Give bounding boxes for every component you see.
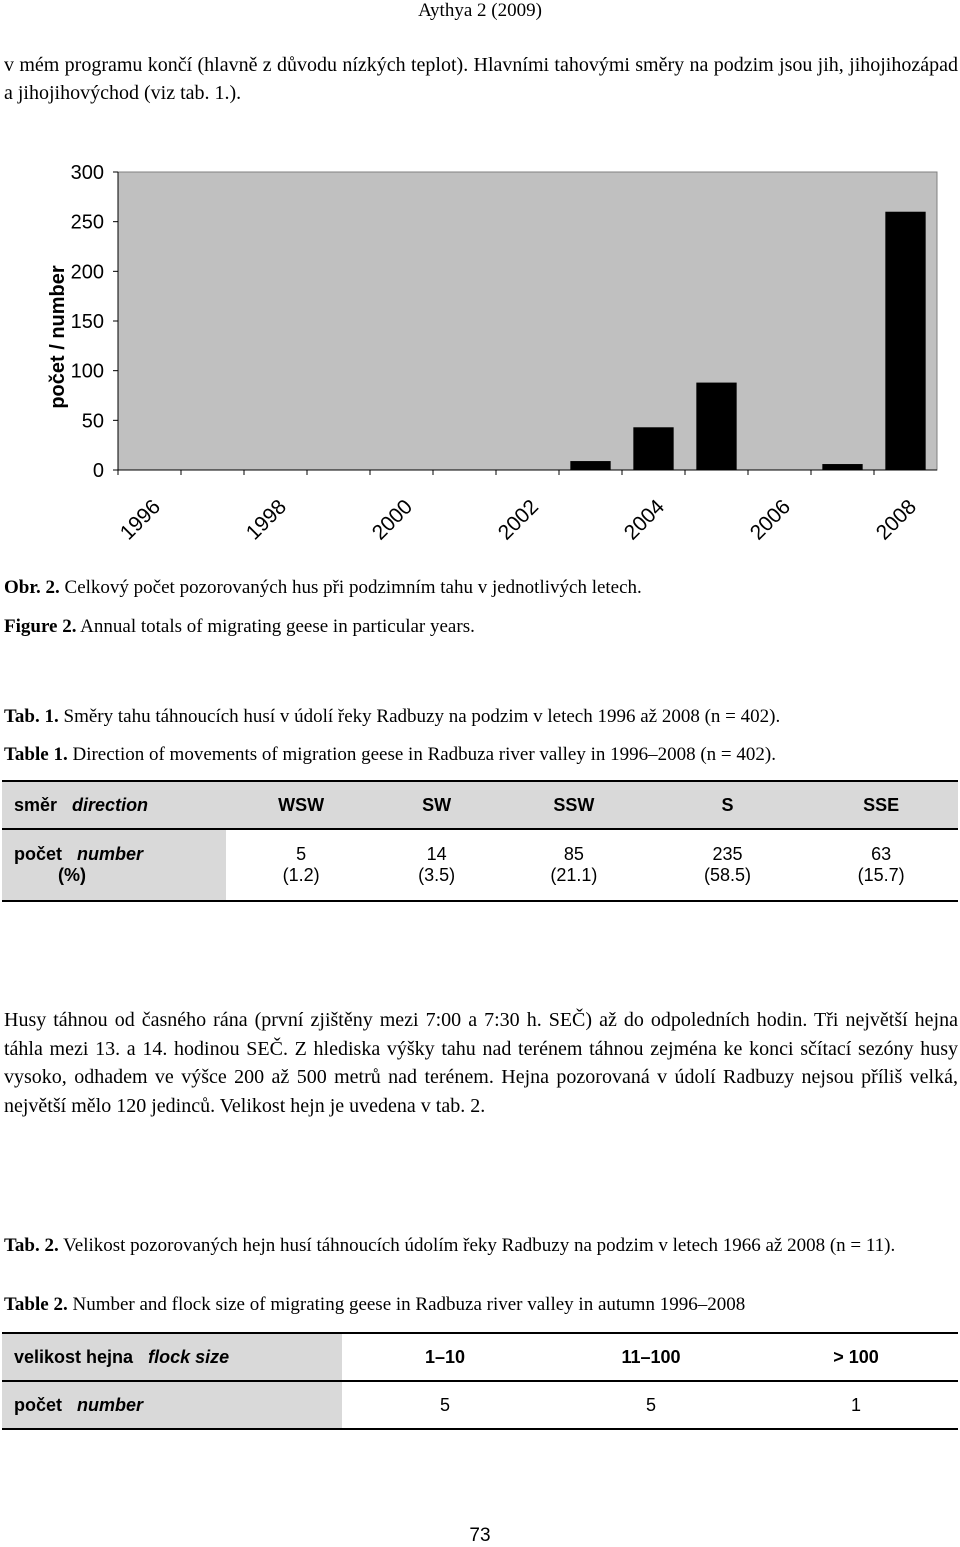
figure-caption-cz-label: Obr. 2. — [4, 577, 60, 598]
plot-area — [118, 172, 937, 470]
count-label-cell — [2, 829, 226, 901]
table1-caption-cz-label: Tab. 1. — [4, 706, 59, 727]
intro-paragraph: v mém programu končí (hlavně z důvodu nízkých teplot). Hlavními tahovými směry na podzim jsou jih, jihojihozápad a jihojihovýchod (viz tab. 1.). — [4, 54, 958, 104]
x-tick-label: 2004 — [619, 495, 670, 545]
bar-2004 — [633, 427, 673, 470]
y-tick-label: 50 — [81, 410, 104, 433]
bar-chart — [0, 150, 960, 570]
count-cell — [651, 829, 805, 901]
count-cell — [804, 829, 958, 901]
count-value: 5 — [296, 844, 307, 864]
table1-caption-cz — [4, 706, 780, 728]
figure-caption-cz-text: Celkový počet pozorovaných hus při podzimním tahu v jednotlivých letech. — [59, 577, 642, 598]
x-tick-label: 2008 — [871, 495, 922, 545]
y-tick-label: 200 — [70, 261, 104, 284]
table2-caption-cz — [4, 1232, 958, 1259]
direction-cell: SSW — [497, 781, 651, 829]
direction-label-cz: směr — [14, 794, 58, 815]
flock-count-cell: 1 — [850, 1394, 861, 1415]
table2-caption-cz-text: Velikost pozorovaných hejn husí táhnoucích údolím řeky Radbuzy na podzim v letech 1966 až 2008 (n = 11). — [58, 1235, 896, 1256]
flock-count-label-cell — [2, 1381, 342, 1429]
x-tick-label: 2006 — [745, 495, 796, 545]
count-label-pct: (%) — [58, 865, 86, 885]
figure-caption-en-label: Figure 2. — [4, 616, 77, 637]
percent-value: (15.7) — [857, 865, 905, 885]
percent-value: (21.1) — [550, 865, 598, 885]
count-value: 63 — [871, 844, 892, 864]
table2-caption-en — [4, 1294, 745, 1316]
table1-caption-cz-text: Směry tahu táhnoucích husí v údolí řeky Radbuzy na podzim v letech 1996 až 2008 (n = 402). — [58, 706, 781, 727]
count-value: 85 — [563, 844, 584, 864]
flock-count-cell: 5 — [645, 1394, 656, 1415]
page-number: 73 — [469, 1525, 491, 1546]
table1-caption-en-text: Direction of movements of migration geese in Radbuza river valley in 1996–2008 (n = 402). — [67, 744, 776, 765]
y-tick-label: 300 — [70, 162, 104, 184]
table2-caption-en-label: Table 2. — [4, 1294, 68, 1315]
count-label-cz: počet — [14, 844, 63, 864]
flock-size-table — [2, 1332, 958, 1430]
y-tick-label: 100 — [70, 360, 104, 383]
x-tick-label: 1998 — [241, 495, 292, 545]
count-value: 235 — [712, 844, 743, 864]
x-tick-label: 2000 — [367, 495, 418, 545]
flock-size-label-cell — [2, 1333, 342, 1381]
table-row — [2, 1381, 958, 1429]
count-value: 14 — [426, 844, 447, 864]
directions-table — [2, 780, 958, 902]
direction-cell: WSW — [226, 781, 376, 829]
direction-cell: SW — [376, 781, 497, 829]
body-paragraph: Husy táhnou od časného rána (první zjištěny mezi 7:00 a 7:30 h. SEČ) až do odpoledních hodin. Tři největší hejna táhla mezi 13. a 14. hodinou SEČ. Z hlediska výšky tahu nad terénem táhnou zejména ke konci sčítací sezóny husy vysoko, odhadem ve výšce 200 až 500 metrů nad terénem. Hejna pozorovaná v údolí Radbuzy nejsou příliš velká, největší mělo 120 jedinců. Velikost hejn je uvedena v tab. 2. — [4, 1009, 958, 1117]
table-row — [2, 1333, 958, 1381]
y-tick-label: 250 — [70, 211, 104, 234]
direction-label-en: direction — [72, 794, 149, 815]
direction-label-cell — [2, 781, 226, 829]
running-header: Aythya 2 (2009) — [418, 0, 542, 21]
count-cell — [376, 829, 497, 901]
direction-cell: S — [651, 781, 805, 829]
table-row — [2, 781, 958, 829]
y-axis-label: počet / number — [47, 265, 69, 409]
flock-count-cell: 5 — [439, 1394, 450, 1415]
table2-caption-en-text: Number and flock size of migrating geese in Radbuza river valley in autumn 1996–2008 — [67, 1294, 746, 1315]
count-label-en: number — [77, 844, 144, 864]
flock-count-label-cz: počet — [14, 1394, 63, 1415]
bar-2005 — [696, 383, 736, 470]
y-tick-label: 150 — [70, 311, 104, 333]
figure-caption-cz — [4, 577, 642, 599]
x-tick-label: 1996 — [115, 495, 166, 545]
flock-size-label-cz: velikost hejna — [14, 1346, 134, 1367]
count-cell — [497, 829, 651, 901]
flock-size-cell: 1–10 — [342, 1333, 548, 1381]
flock-size-label-en: flock size — [148, 1346, 230, 1367]
table2-caption-cz-label: Tab. 2. — [4, 1235, 59, 1256]
percent-value: (58.5) — [704, 865, 752, 885]
count-cell — [226, 829, 376, 901]
figure-caption-en — [4, 616, 475, 638]
table1-caption-en — [4, 744, 776, 766]
table-row — [2, 829, 958, 901]
percent-value: (3.5) — [418, 865, 456, 885]
table1-caption-en-label: Table 1. — [4, 744, 68, 765]
figure-caption-en-text: Annual totals of migrating geese in particular years. — [76, 616, 475, 637]
flock-size-cell: 11–100 — [548, 1333, 754, 1381]
bar-2007 — [822, 464, 862, 470]
flock-size-cell: > 100 — [754, 1333, 958, 1381]
y-tick-label: 0 — [92, 460, 104, 482]
bar-2003 — [570, 461, 610, 470]
x-tick-label: 2002 — [493, 495, 544, 545]
percent-value: (1.2) — [282, 865, 320, 885]
direction-cell: SSE — [804, 781, 958, 829]
bar-2008 — [885, 212, 925, 470]
flock-count-label-en: number — [77, 1394, 144, 1415]
